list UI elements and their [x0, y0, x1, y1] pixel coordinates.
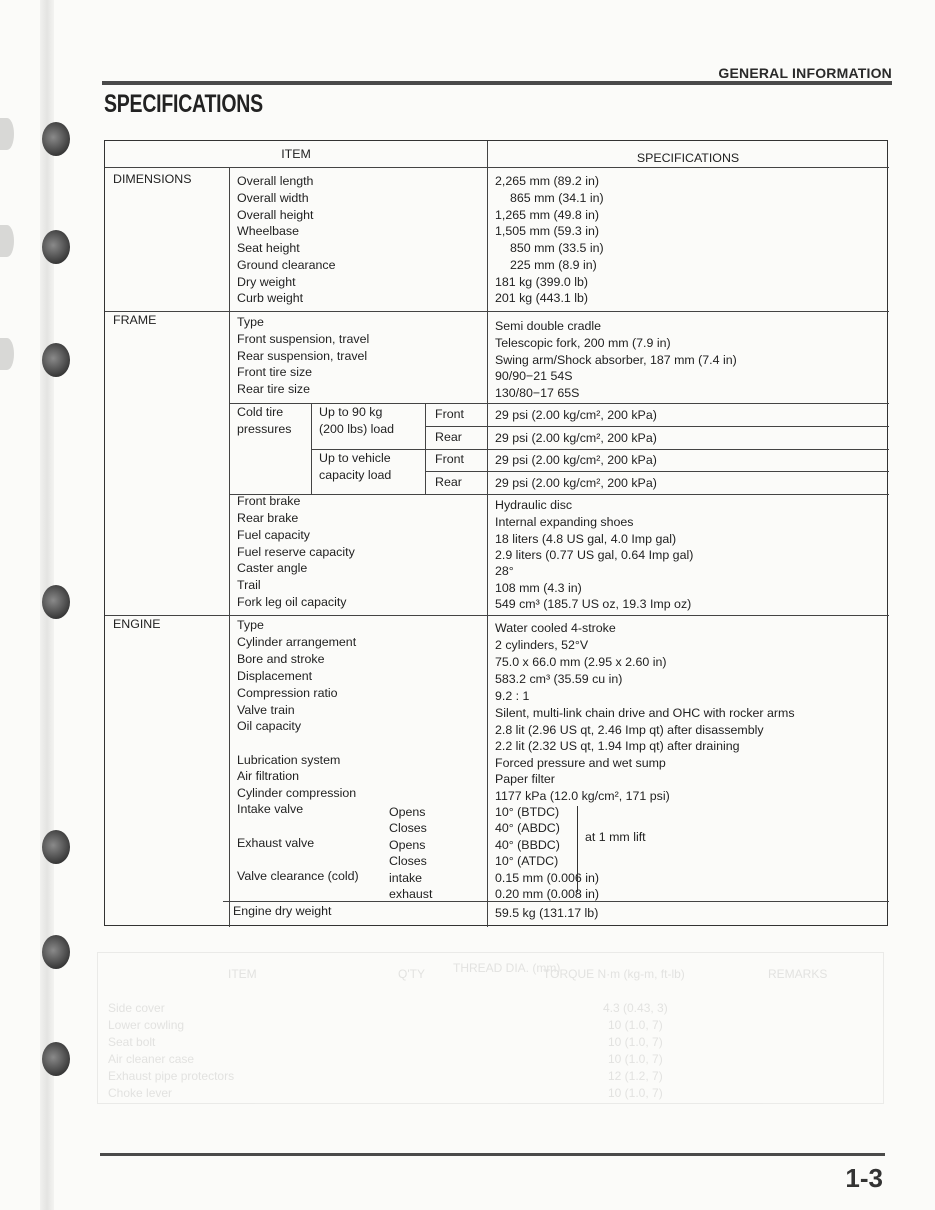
item-label: Bore and stroke: [237, 652, 325, 666]
divider: [105, 311, 889, 312]
spec-value: 1,505 mm (59.3 in): [495, 224, 599, 238]
spec-value: 0.20 mm (0.008 in): [495, 887, 599, 901]
ghost-header: TORQUE N·m (kg-m, ft-lb): [543, 967, 685, 981]
item-label: Fork leg oil capacity: [237, 595, 347, 609]
item-label: Oil capacity: [237, 719, 302, 733]
ghost-cell: Air cleaner case: [108, 1052, 195, 1066]
spec-value: 28°: [495, 564, 514, 578]
spec-value: 108 mm (4.3 in): [495, 581, 582, 595]
item-label: Type: [237, 315, 264, 329]
item-label: Rear suspension, travel: [237, 349, 368, 363]
item-label: Fuel capacity: [237, 528, 311, 542]
spec-value: 865 mm (34.1 in): [510, 191, 604, 205]
spec-value: 2,265 mm (89.2 in): [495, 174, 599, 188]
divider: [487, 141, 488, 927]
spec-value: Telescopic fork, 200 mm (7.9 in): [495, 336, 671, 350]
divider: [229, 494, 889, 495]
item-label: Dry weight: [237, 275, 296, 289]
valve-sub-label: Opens: [389, 838, 426, 852]
item-label: Fuel reserve capacity: [237, 545, 355, 559]
spec-value: 549 cm³ (185.7 US oz, 19.3 Imp oz): [495, 597, 692, 611]
item-label: Cylinder compression: [237, 786, 357, 800]
item-label: Overall width: [237, 191, 309, 205]
item-label: Intake valve: [237, 802, 304, 816]
spec-value: 10° (BTDC): [495, 805, 560, 819]
item-label: Ground clearance: [237, 258, 336, 272]
valve-sub-label: intake: [389, 871, 423, 885]
divider: [105, 615, 889, 616]
punch-hole: [42, 1042, 70, 1076]
tire-pressure-label: Cold tire: [237, 405, 284, 419]
item-label: Curb weight: [237, 291, 304, 305]
item-label: Exhaust valve: [237, 836, 315, 850]
ghost-cell: Exhaust pipe protectors: [108, 1069, 235, 1083]
footer-rule: [100, 1153, 885, 1156]
load-label: capacity load: [319, 468, 392, 482]
ghost-header: Q'TY: [398, 967, 425, 981]
load-label: Up to 90 kg: [319, 405, 383, 419]
ghost-cell: 10 (1.0, 7): [608, 1052, 663, 1066]
item-label: Lubrication system: [237, 753, 341, 767]
spec-value: Silent, multi-link chain drive and OHC with rocker arms: [495, 706, 795, 720]
ghost-cell: Choke lever: [108, 1086, 173, 1100]
column-header-specifications: SPECIFICATIONS: [636, 151, 740, 165]
category-dimensions: DIMENSIONS: [113, 172, 192, 186]
punch-hole: [42, 830, 70, 864]
spec-value: Hydraulic disc: [495, 498, 573, 512]
spec-value: 2.9 liters (0.77 US gal, 0.64 Imp gal): [495, 548, 694, 562]
column-header-item: ITEM: [281, 147, 311, 161]
item-label: Front brake: [237, 494, 301, 508]
item-label: Overall length: [237, 174, 314, 188]
divider: [425, 471, 889, 472]
spec-value: 29 psi (2.00 kg/cm², 200 kPa): [495, 431, 657, 445]
item-label: Wheelbase: [237, 224, 299, 238]
item-label: Trail: [237, 578, 261, 592]
category-frame: FRAME: [113, 313, 157, 327]
item-label: Cylinder arrangement: [237, 635, 357, 649]
item-label: Front suspension, travel: [237, 332, 370, 346]
spec-value: 1,265 mm (49.8 in): [495, 208, 599, 222]
spec-value: 201 kg (443.1 lb): [495, 291, 588, 305]
tire-pressure-label: pressures: [237, 422, 292, 436]
valve-sub-label: exhaust: [389, 887, 433, 901]
ghost-header: THREAD DIA. (mm): [453, 961, 561, 975]
spec-value: Swing arm/Shock absorber, 187 mm (7.4 in): [495, 353, 737, 367]
page-number: 1-3: [845, 1163, 883, 1193]
spec-value: 90/90−21 54S: [495, 369, 573, 383]
spec-value: 2.8 lit (2.96 US qt, 2.46 Imp qt) after disassembly: [495, 723, 764, 737]
item-label: Displacement: [237, 669, 313, 683]
showthrough-table: [97, 952, 884, 1104]
item-label: Rear brake: [237, 511, 299, 525]
spec-value: 1177 kPa (12.0 kg/cm², 171 psi): [495, 789, 670, 803]
ghost-cell: Seat bolt: [108, 1035, 156, 1049]
tire-front-label: Front: [435, 452, 464, 466]
spec-value: Internal expanding shoes: [495, 515, 634, 529]
divider: [105, 167, 889, 168]
load-label: Up to vehicle: [319, 451, 391, 465]
spec-value: Water cooled 4-stroke: [495, 621, 616, 635]
spec-value: 0.15 mm (0.006 in): [495, 871, 599, 885]
ghost-cell: 10 (1.0, 7): [608, 1018, 663, 1032]
ghost-cell: Side cover: [108, 1001, 165, 1015]
tire-rear-label: Rear: [435, 475, 462, 489]
valve-sub-label: Closes: [389, 854, 427, 868]
load-label: (200 lbs) load: [319, 422, 395, 436]
ghost-header: ITEM: [228, 967, 257, 981]
category-engine: ENGINE: [113, 617, 161, 631]
ghost-header: REMARKS: [768, 967, 828, 981]
spec-value: 583.2 cm³ (35.59 cu in): [495, 672, 623, 686]
spec-value: 29 psi (2.00 kg/cm², 200 kPa): [495, 453, 657, 467]
spec-value: 29 psi (2.00 kg/cm², 200 kPa): [495, 476, 657, 490]
tire-front-label: Front: [435, 407, 464, 421]
divider: [229, 167, 230, 927]
item-label: Rear tire size: [237, 382, 310, 396]
tire-rear-label: Rear: [435, 430, 462, 444]
ghost-cell: 4.3 (0.43, 3): [603, 1001, 668, 1015]
item-label: Air filtration: [237, 769, 299, 783]
punch-hole: [42, 935, 70, 969]
spec-value: 2 cylinders, 52°V: [495, 638, 589, 652]
ghost-cell: 10 (1.0, 7): [608, 1086, 663, 1100]
valve-sub-label: Closes: [389, 821, 427, 835]
bracket-icon: [571, 806, 578, 892]
item-label: Overall height: [237, 208, 314, 222]
section-label: GENERAL INFORMATION: [718, 65, 892, 81]
ghost-cell: 10 (1.0, 7): [608, 1035, 663, 1049]
spec-value: 850 mm (33.5 in): [510, 241, 604, 255]
punch-hole: [42, 585, 70, 619]
spec-value: 75.0 x 66.0 mm (2.95 x 2.60 in): [495, 655, 667, 669]
punch-hole: [42, 122, 70, 156]
ghost-hole: [0, 225, 14, 257]
valve-sub-label: Opens: [389, 805, 426, 819]
ghost-cell: 12 (1.2, 7): [608, 1069, 663, 1083]
spec-value: Semi double cradle: [495, 319, 602, 333]
item-label: Caster angle: [237, 561, 308, 575]
spec-value: Paper filter: [495, 772, 555, 786]
spec-value: 29 psi (2.00 kg/cm², 200 kPa): [495, 408, 657, 422]
item-label: Compression ratio: [237, 686, 338, 700]
spec-value: 18 liters (4.8 US gal, 4.0 Imp gal): [495, 532, 677, 546]
page-title: SPECIFICATIONS: [104, 90, 263, 118]
divider: [311, 449, 889, 450]
item-label: Valve clearance (cold): [237, 869, 359, 883]
spec-value: 2.2 lit (2.32 US qt, 1.94 Imp qt) after draining: [495, 739, 740, 753]
item-label: Valve train: [237, 703, 295, 717]
ghost-cell: Lower cowling: [108, 1018, 185, 1032]
spec-value: 40° (BBDC): [495, 838, 560, 852]
punch-hole: [42, 343, 70, 377]
spec-value: 9.2 : 1: [495, 689, 530, 703]
item-label: Type: [237, 618, 264, 632]
spec-value: 130/80−17 65S: [495, 386, 580, 400]
punch-hole: [42, 230, 70, 264]
spec-value: 10° (ATDC): [495, 854, 559, 868]
spec-table: [104, 140, 888, 926]
item-label: Engine dry weight: [233, 904, 332, 918]
ghost-hole: [0, 118, 14, 150]
ghost-hole: [0, 338, 14, 370]
spec-value: 59.5 kg (131.17 lb): [495, 906, 599, 920]
item-label: Front tire size: [237, 365, 313, 379]
spec-value: 181 kg (399.0 lb): [495, 275, 588, 289]
valve-timing-note: at 1 mm lift: [585, 830, 646, 844]
header-rule: [102, 81, 892, 85]
spec-value: 40° (ABDC): [495, 821, 560, 835]
spec-value: 225 mm (8.9 in): [510, 258, 597, 272]
item-label: Seat height: [237, 241, 300, 255]
spec-value: Forced pressure and wet sump: [495, 756, 666, 770]
divider: [425, 426, 889, 427]
